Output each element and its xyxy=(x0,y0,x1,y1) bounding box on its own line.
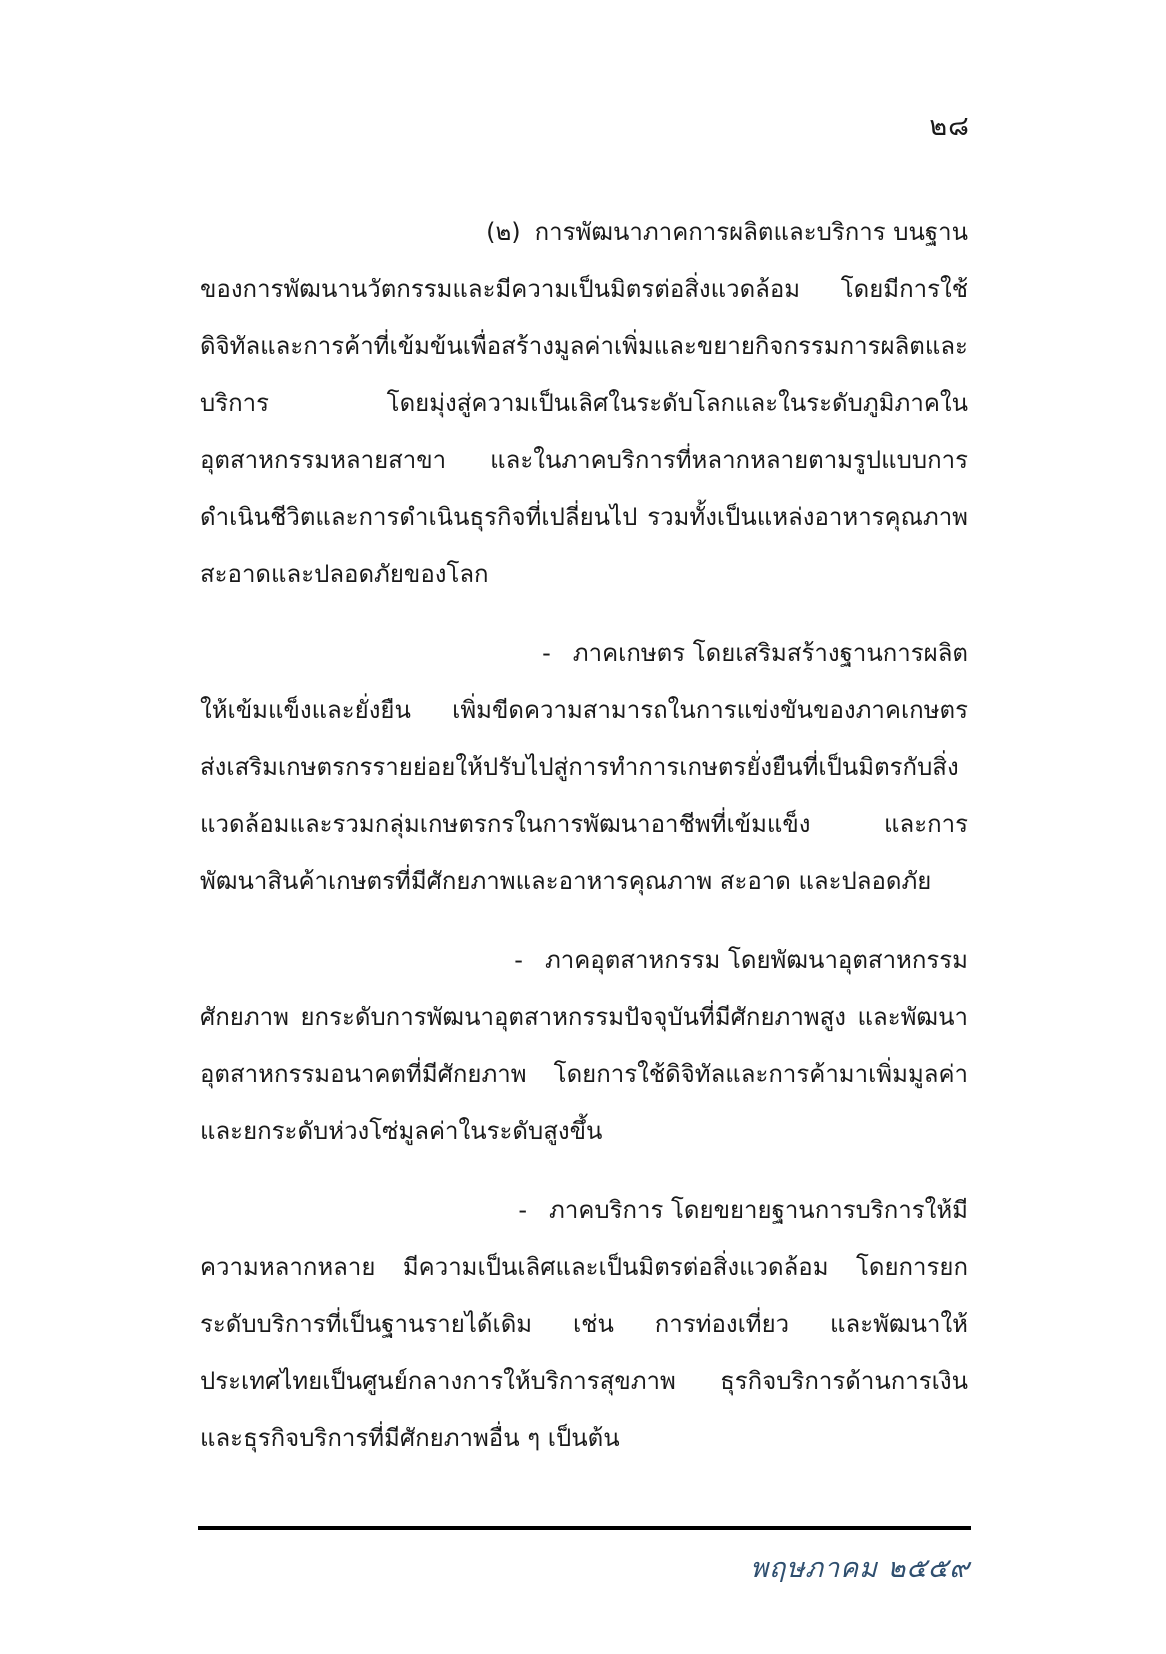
paragraph-lead-text: ภาคอุตสาหกรรม โดยพัฒนาอุตสาหกรรม xyxy=(544,946,968,974)
paragraph-marker: (๒) xyxy=(486,218,521,246)
bullet-dash: - xyxy=(518,1196,528,1224)
paragraph-lead xyxy=(200,625,968,682)
bullet-dash: - xyxy=(514,946,523,974)
paragraph-production-services xyxy=(200,204,968,603)
paragraph-services xyxy=(200,1182,968,1467)
page-number: ๒๘ xyxy=(929,111,970,142)
paragraph-lead-text: ภาคบริการ โดยขยายฐานการบริการให้มี xyxy=(549,1196,968,1224)
bullet-dash: - xyxy=(542,639,551,667)
footer-date: พฤษภาคม ๒๕๕๙ xyxy=(750,1553,970,1584)
paragraph-body: ความหลากหลาย มีความเป็นเลิศและเป็นมิตรต่อสิ่งแวดล้อม โดยการยกระดับบริการที่เป็นฐานรายได้เดิม เช่น การท่องเที่ยว และพัฒนาให้ประเทศไทยเป็นศูนย์กลางการให้บริการสุขภาพ ธุรกิจบริการด้านการเงินและธุรกิจบริการที่มีศักยภาพอื่น ๆ เป็นต้น xyxy=(200,1253,968,1452)
paragraph-industry xyxy=(200,932,968,1160)
paragraph-body: ให้เข้มแข็งและยั่งยืน เพิ่มขีดความสามารถในการแข่งขันของภาคเกษตร ส่งเสริมเกษตรกรรายย่อยให้ปรับไปสู่การทำการเกษตรยั่งยืนที่เป็นมิตรกับสิ่งแวดล้อมและรวมกลุ่มเกษตรกรในการพัฒนาอาชีพที่เข้มแข็ง และการพัฒนาสินค้าเกษตรที่มีศักยภาพและอาหารคุณภาพ สะอาด และปลอดภัย xyxy=(200,696,968,895)
paragraph-lead xyxy=(200,1182,968,1239)
paragraph-lead-text: ภาคเกษตร โดยเสริมสร้างฐานการผลิต xyxy=(572,639,968,667)
paragraph-body: ของการพัฒนานวัตกรรมและมีความเป็นมิตรต่อสิ่งแวดล้อม โดยมีการใช้ดิจิทัลและการค้าที่เข้มข้นเพื่อสร้างมูลค่าเพิ่มและขยายกิจกรรมการผลิตและบริการ โดยมุ่งสู่ความเป็นเลิศในระดับโลกและในระดับภูมิภาคในอุตสาหกรรมหลายสาขา และในภาคบริการที่หลากหลายตามรูปแบบการดำเนินชีวิตและการดำเนินธุรกิจที่เปลี่ยนไป รวมทั้งเป็นแหล่งอาหารคุณภาพ สะอาดและปลอดภัยของโลก xyxy=(200,275,968,588)
paragraph-body: ศักยภาพ ยกระดับการพัฒนาอุตสาหกรรมปัจจุบันที่มีศักยภาพสูง และพัฒนาอุตสาหกรรมอนาคตที่มีศักยภาพ โดยการใช้ดิจิทัลและการค้ามาเพิ่มมูลค่าและยกระดับห่วงโซ่มูลค่าในระดับสูงขึ้น xyxy=(200,1003,968,1145)
paragraph-lead xyxy=(200,932,968,989)
paragraph-lead-text: การพัฒนาภาคการผลิตและบริการ บนฐาน xyxy=(534,218,968,246)
footer-divider xyxy=(198,1526,971,1530)
document-body xyxy=(200,204,968,1489)
paragraph-agriculture xyxy=(200,625,968,910)
paragraph-lead xyxy=(200,204,968,261)
